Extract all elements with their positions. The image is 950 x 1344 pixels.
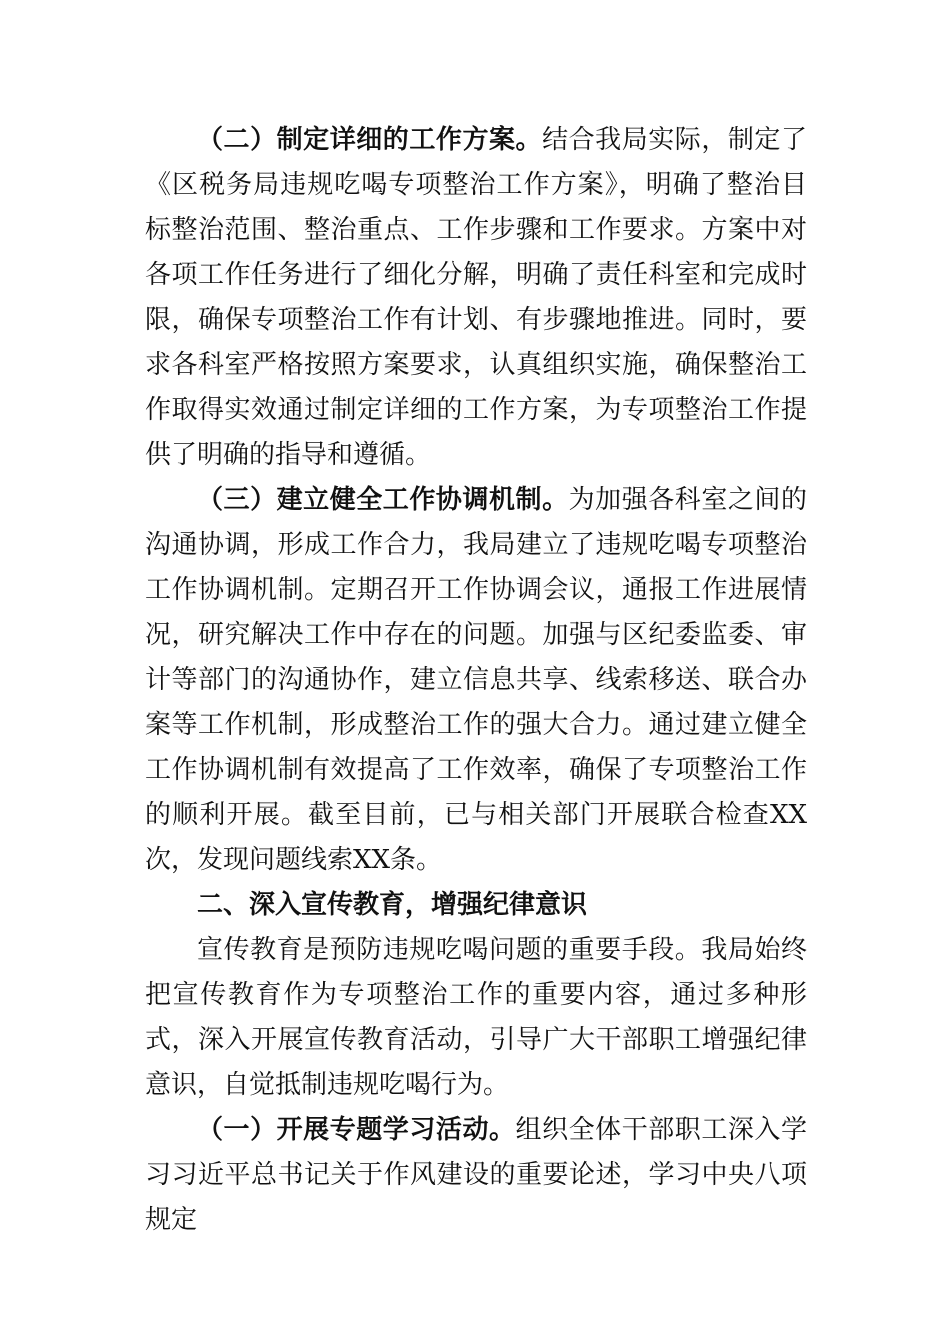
paragraph-text: 组织全体干部职工深入学习习近平总书记关于作风建设的重要论述，学习中央八项规定 bbox=[145, 1115, 807, 1235]
paragraph-coordination-mechanism bbox=[145, 478, 807, 883]
paragraph-text: 为加强各科室之间的沟通协调，形成工作合力，我局建立了违规吃喝专项整治工作协调机制。定期召开工作协调会议，通报工作进展情况，研究解决工作中存在的问题。加强与区纪委监委、审计等部门的沟通协作，建立信息共享、线索移送、联合办案等工作机制，形成整治工作的强大合力。通过建立健全工作协调机制有效提高了工作效率，确保了专项整治工作的顺利开展。截至目前，已与相关部门开展联合检查XX次，发现问题线索XX条。 bbox=[145, 485, 807, 875]
document-page bbox=[145, 118, 807, 1243]
section-heading: 二、深入宣传教育，增强纪律意识 bbox=[197, 890, 588, 920]
paragraph-lead: （一）开展专题学习活动。 bbox=[197, 1115, 516, 1145]
paragraph-lead: （二）制定详细的工作方案。 bbox=[197, 125, 543, 155]
paragraph-lead: （三）建立健全工作协调机制。 bbox=[197, 485, 569, 515]
paragraph-text: 宣传教育是预防违规吃喝问题的重要手段。我局始终把宣传教育作为专项整治工作的重要内容，通过多种形式，深入开展宣传教育活动，引导广大干部职工增强纪律意识，自觉抵制违规吃喝行为。 bbox=[145, 935, 807, 1100]
paragraph-text: 结合我局实际，制定了《区税务局违规吃喝专项整治工作方案》，明确了整治目标整治范围、整治重点、工作步骤和工作要求。方案中对各项工作任务进行了细化分解，明确了责任科室和完成时限，确保专项整治工作有计划、有步骤地推进。同时，要求各科室严格按照方案要求，认真组织实施，确保整治工作取得实效通过制定详细的工作方案，为专项整治工作提供了明确的指导和遵循。 bbox=[145, 125, 807, 470]
paragraph-study-activities bbox=[145, 1108, 807, 1243]
paragraph-education-intro bbox=[145, 928, 807, 1108]
paragraph-work-plan bbox=[145, 118, 807, 478]
